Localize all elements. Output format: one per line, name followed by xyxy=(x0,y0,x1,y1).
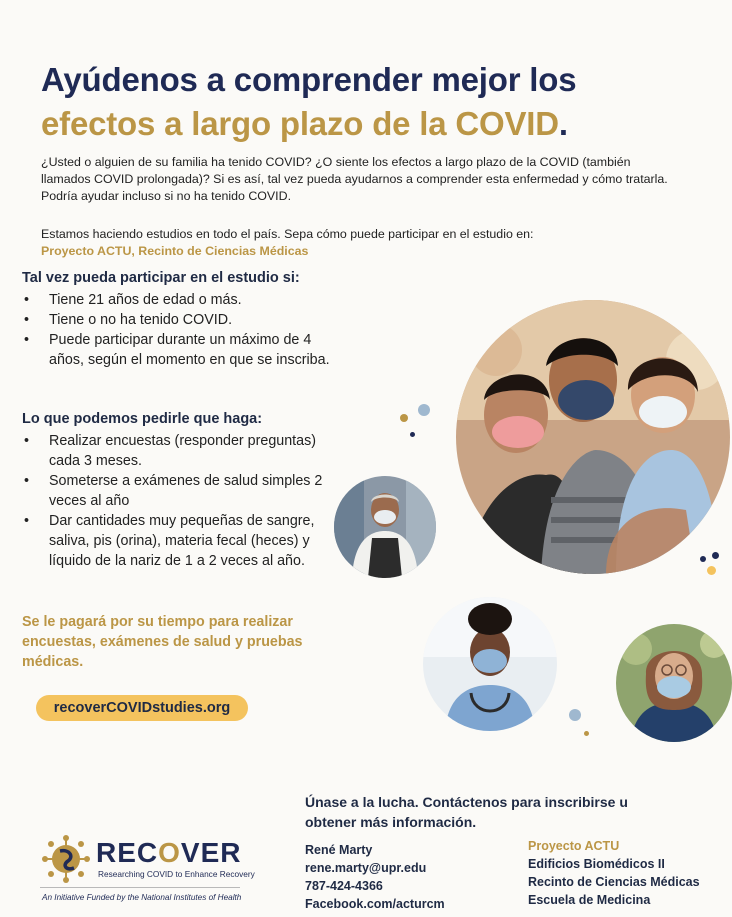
worker-photo-illustration xyxy=(334,476,436,578)
study-site: Proyecto ACTU, Recinto de Ciencias Médicas xyxy=(41,244,309,258)
decor-dot xyxy=(410,432,415,437)
headline-line1: Ayúdenos a comprender mejor los xyxy=(41,61,577,98)
contact-email[interactable]: rene.marty@upr.edu xyxy=(305,861,427,875)
logo-divider xyxy=(40,887,240,888)
address-line2: Recinto de Ciencias Médicas xyxy=(528,875,700,889)
studies-paragraph xyxy=(41,226,681,260)
nurse-photo-illustration xyxy=(423,597,557,731)
logo-funder: An Initiative Funded by the National Institutes of Health xyxy=(42,893,242,902)
studies-text: Estamos haciendo estudios en todo el país. Sepa cómo puede participar en el estudio en: xyxy=(41,227,534,241)
decor-dot xyxy=(418,404,430,416)
list-item: • Someterse a exámenes de salud simples 2 veces al año xyxy=(22,471,332,511)
headline-period: . xyxy=(558,105,568,142)
list-item: • Tiene o no ha tenido COVID. xyxy=(22,310,332,330)
worker-photo xyxy=(334,476,436,578)
logo-pre: REC xyxy=(96,837,159,868)
list-item: • Dar cantidades muy pequeñas de sangre, saliva, pis (orina), materia fecal (heces) y líquido de la nariz de 1 a 2 veces al año. xyxy=(22,511,332,571)
list-item: • Puede participar durante un máximo de 4 años, según el momento en que se inscriba. xyxy=(22,330,332,370)
family-photo xyxy=(456,300,730,574)
decor-dot xyxy=(400,414,408,422)
website-link[interactable]: recoverCOVIDstudies.org xyxy=(36,695,248,721)
tasks-heading: Lo que podemos pedirle que haga: xyxy=(22,411,263,427)
headline xyxy=(41,58,576,146)
eligibility-heading: Tal vez pueda participar en el estudio si: xyxy=(22,270,300,286)
logo-post: VER xyxy=(180,837,242,868)
decor-dot xyxy=(569,709,581,721)
list-item: • Realizar encuestas (responder preguntas) cada 3 meses. xyxy=(22,431,332,471)
decor-dot xyxy=(584,731,589,736)
address-block xyxy=(528,837,700,909)
address-line1: Edificios Biomédicos II xyxy=(528,857,665,871)
decor-dot xyxy=(700,556,706,562)
join-cta: Únase a la lucha. Contáctenos para inscribirse u obtener más información. xyxy=(305,794,628,830)
tasks-list xyxy=(22,431,332,571)
list-item: • Tiene 21 años de edad o más. xyxy=(22,290,332,310)
decor-dot xyxy=(707,566,716,575)
contact-phone[interactable]: 787-424-4366 xyxy=(305,879,383,893)
contact-facebook[interactable]: Facebook.com/acturcm xyxy=(305,897,445,911)
logo-tagline: Researching COVID to Enhance Recovery xyxy=(98,869,255,879)
contact-block xyxy=(305,841,445,913)
logo-o: O xyxy=(158,837,181,868)
nurse-photo xyxy=(423,597,557,731)
intro-paragraph: ¿Usted o alguien de su familia ha tenido COVID? ¿O siente los efectos a largo plazo de la COVID (también llamados COVID prolongada)? Si es así, tal vez pueda ayudarnos a comprender esta enfermedad y cómo tratarla. Podría ayudar incluso si no ha tenido COVID. xyxy=(41,155,668,203)
contact-name: René Marty xyxy=(305,843,373,857)
eligibility-list xyxy=(22,290,332,370)
older-woman-photo xyxy=(616,624,732,742)
older-woman-photo-illustration xyxy=(616,624,732,742)
address-line3: Escuela de Medicina xyxy=(528,893,651,907)
decor-dot xyxy=(712,552,719,559)
coronavirus-logo-icon xyxy=(40,833,92,885)
address-project: Proyecto ACTU xyxy=(528,839,620,853)
family-photo-illustration xyxy=(456,300,730,574)
recover-logo xyxy=(40,833,260,913)
headline-line2: efectos a largo plazo de la COVID xyxy=(41,105,559,142)
payment-note: Se le pagará por su tiempo para realizar encuestas, exámenes de salud y pruebas médicas. xyxy=(22,614,303,670)
logo-wordmark xyxy=(96,838,241,868)
